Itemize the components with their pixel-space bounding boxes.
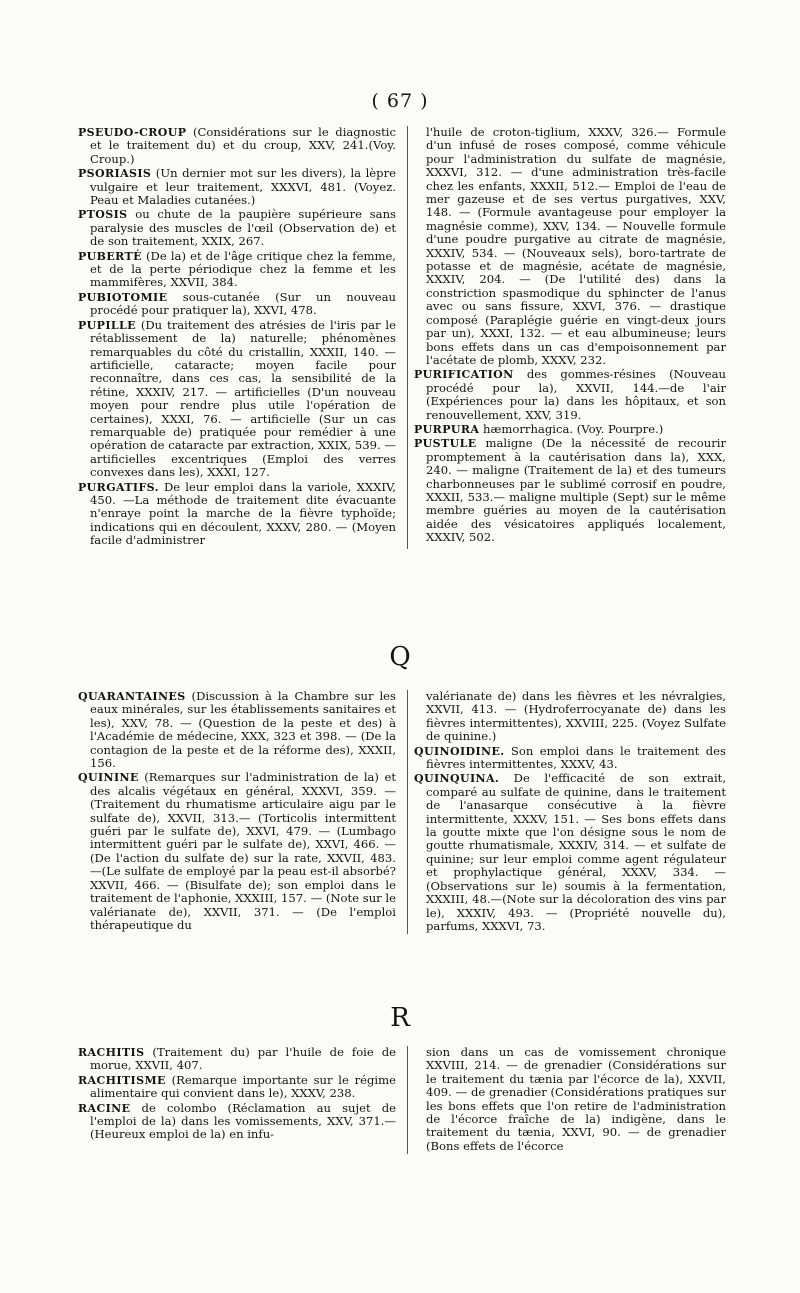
entry-text: (Du traitement des atrésies de l'iris par le rétablissement de la) naturelle; phénomènes remarquables du côté du cristallin, XXXII, 140. — artificielle, cataracte; moyen facile pour reconnaître, dans ces cas, la sensibilité de la rétine, XXXIV, 217. — artificielles (D'un nouveau moyen pour rendre plus utile l'opération de certaines), XXXI, 76. — artificielle (Sur un cas remarquable de) pratiquée pour remédier à une opération de cataracte par extraction, XXIX, 539. — artificielles excentriques (Emploi des verres convexes dans les), XXXI, 127. (90, 317, 396, 480)
index-entry (78, 690, 396, 770)
headword: PUSTULE (414, 437, 477, 451)
index-entry (78, 1046, 396, 1073)
headword: PURIFICATION (414, 368, 514, 382)
entry-text: de colombo (Réclamation au sujet de l'emploi de la) dans les vomissements, XXV, 371.— (Heureux emploi de la) en infu- (90, 1100, 396, 1142)
p-right-column (407, 126, 726, 549)
headword: PURPURA (414, 422, 480, 436)
index-entry (414, 745, 726, 772)
index-entry (78, 126, 396, 166)
section-letter-r: R (390, 1003, 410, 1033)
entry-text: maligne (De la nécessité de recourir promptement à la cautérisation dans la), XXX, 240. — maligne (Traitement de la) et des tumeurs charbonneuses par le sublimé corrosif en poudre, XXXII, 533.— maligne multiple (Sept) sur le même membre guéries au moyen de la cautérisation aidée des vésicatoires appliqués localement, XXXIV, 502. (426, 436, 726, 545)
headword: PTOSIS (78, 208, 128, 222)
headword: RACHITISME (78, 1073, 166, 1087)
headword: PSEUDO-CROUP (78, 126, 187, 139)
headword: PURGATIFS. (78, 480, 159, 494)
index-entry (78, 167, 396, 207)
index-entry (78, 1102, 396, 1142)
index-entry (414, 437, 726, 544)
index-entry-continuation (414, 690, 726, 744)
section-letter-q: Q (389, 642, 411, 672)
headword: PUBERTÉ (78, 249, 142, 263)
headword: PUBIOTOMIE (78, 290, 168, 304)
p-section (78, 126, 726, 549)
entry-text: hæmorrhagica. (Voy. Pourpre.) (479, 421, 664, 436)
index-entry (78, 208, 396, 248)
headword: PUPILLE (78, 318, 136, 332)
headword: RACINE (78, 1101, 131, 1115)
entry-text: Son emploi dans le traitement des fièvres intermittentes, XXXV, 43. (426, 743, 726, 772)
r-left-column (78, 1046, 396, 1154)
q-right-column (407, 690, 726, 934)
page-number: ( 67 ) (371, 90, 429, 112)
index-entry (78, 771, 396, 932)
r-right-column (407, 1046, 726, 1154)
entry-text: (Discussion à la Chambre sur les eaux minérales, sur les établissements sanitaires et les), XXV, 78. — (Question de la peste et des) à l'Académie de médecine, XXX, 323 et 398. — (De la contagion de la peste et de la réforme des), XXXII, 156. (90, 689, 396, 771)
entry-text: valérianate de) dans les fièvres et les névralgies, XXVII, 413. — (Hydroferrocyanate de) dans les fièvres intermittentes), XXVIII, 225. (Voyez Sulfate de quinine.) (426, 689, 726, 744)
p-left-column (78, 126, 396, 549)
index-entry (78, 1074, 396, 1101)
entry-text: (Remarques sur l'administration de la) et des alcalis végétaux en général, XXXVI, 359. — (Traitement du rhumatisme articulaire aigu par le sulfate de), XXVII, 313.— (Torticolis intermittent guéri par le sulfate de), XXVI, 479. — (Lumbago intermittent guéri par le sulfate de), XXVI, 466. — (De l'action du sulfate de) sur la rate, XXVII, 483. —(Le sulfate de employé par la peau est-il absorbé? XXVII, 466. — (Bisulfate de); son emploi dans le traitement de l'aphonie, XXXIII, 157. — (Note sur le valérianate de), XXVII, 371. — (De l'emploi thérapeutique du (90, 770, 396, 932)
q-left-column (78, 690, 396, 934)
headword: QUINQUINA. (414, 772, 500, 786)
index-entry-continuation (414, 126, 726, 367)
headword: RACHITIS (78, 1046, 145, 1059)
entry-text: sous-cutanée (Sur un nouveau procédé pour pratiquer la), XXVI, 478. (90, 289, 396, 318)
index-entry (414, 423, 726, 436)
entry-text: (Remarque importante sur le régime alimentaire qui convient dans le), XXXV, 238. (90, 1072, 396, 1101)
headword: QUININE (78, 771, 139, 785)
headword: QUINOIDINE. (414, 744, 505, 758)
r-section (78, 1046, 726, 1154)
entry-text: (Traitement du) par l'huile de foie de morue, XXVII, 407. (90, 1045, 396, 1073)
entry-text: (Un dernier mot sur les divers), la lèpre vulgaire et leur traitement, XXXVI, 481. (Voyez. Peau et Maladies cutanées.) (90, 166, 396, 208)
entry-text: (De la) et de l'âge critique chez la femme, et de la perte périodique chez la femme et les mammifères, XXVII, 384. (90, 248, 396, 290)
entry-text: (Considérations sur le diagnostic et le traitement du) et du croup, XXV, 241.(Voy. Croup.) (90, 125, 396, 166)
entry-text: sion dans un cas de vomissement chronique XXVIII, 214. — de grenadier (Considérations sur le traitement du tænia par l'écorce de la), XXVII, 409. — de grenadier (Considérations pratiques sur les bons effets que l'on retire de l'administration de l'écorce fraîche de la) indigène, dans le traitement du tænia, XXVI, 90. — de grenadier (Bons effets de l'écorce (426, 1045, 726, 1153)
entry-text: De leur emploi dans la variole, XXXIV, 450. —La méthode de traitement dite évacuante n'enraye point la marche de la fièvre typhoïde; indications qui en découlent, XXXV, 280. — (Moyen facile d'administrer (90, 479, 396, 548)
index-entry (78, 291, 396, 318)
q-section (78, 690, 726, 934)
index-entry (414, 368, 726, 422)
entry-text: ou chute de la paupière supérieure sans paralysie des muscles de l'œil (Observation de) et de son traitement, XXIX, 267. (90, 207, 396, 249)
entry-text: De l'efficacité de son extrait, comparé au sulfate de quinine, dans le traitement de l'anasarque consécutive à la fièvre intermittente, XXXV, 151. — Ses bons effets dans la goutte mixte que l'on désigne sous le nom de goutte rhumatismale, XXXIV, 314. — et sulfate de quinine; sur leur emploi comme agent régulateur et prophylactique général, XXXV, 334. — (Observations sur le) soumis à la fermentation, XXXIII, 48.—(Note sur la décoloration des vins par le), XXXIV, 493. — (Propriété nouvelle du), parfums, XXXVI, 73. (426, 771, 726, 933)
index-entry (78, 250, 396, 290)
index-entry-continuation (414, 1046, 726, 1153)
index-entry (414, 772, 726, 933)
index-entry (78, 481, 396, 548)
index-entry (78, 319, 396, 480)
headword: QUARANTAINES (78, 690, 186, 703)
entry-text: des gommes-résines (Nouveau procédé pour la), XXVII, 144.—de l'air (Expériences pour la) dans les hôpitaux, et son renouvellement, XXV, 319. (426, 367, 726, 422)
headword: PSORIASIS (78, 167, 152, 181)
entry-text: l'huile de croton-tiglium, XXXV, 326.— Formule d'un infusé de roses composé, comme véhicule pour l'administration du sulfate de magnésie, XXXVI, 312. — d'une administration très-facile chez les enfants, XXXII, 512.— Emploi de l'eau de mer gazeuse et de ses vertus purgatives, XXV, 148. — (Formule avantageuse pour employer la magnésie comme), XXV, 134. — Nouvelle formule d'une poudre purgative au citrate de magnésie, XXXIV, 534. — (Nouveaux sels), boro-tartrate de potasse et de magnésie, acétate de magnésie, XXXIV, 204. — (De l'utilité des) dans la constriction spasmodique du sphincter de l'anus avec ou sans fissure, XXVI, 376. — drastique composé (Paraplégie guérie en vingt-deux jours par un), XXXI, 132. — et eau albumineuse; leurs bons effets dans un cas d'empoisonnement par l'acétate de plomb, XXXV, 232. (426, 125, 726, 367)
